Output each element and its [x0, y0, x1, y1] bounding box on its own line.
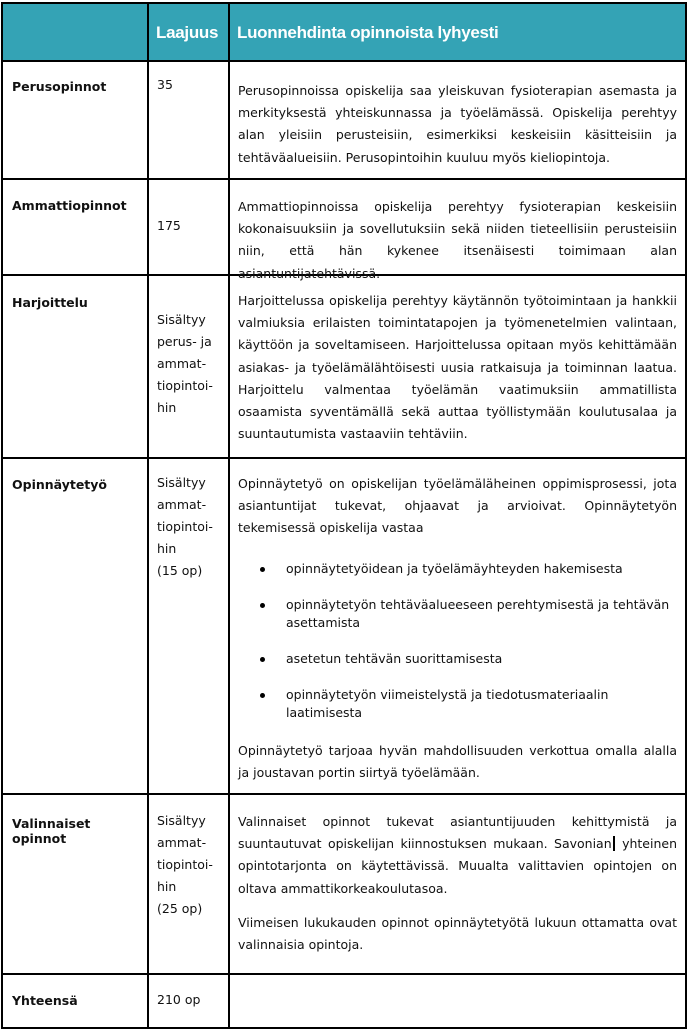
row-name-cell	[3, 459, 149, 793]
row-name: Yhteensä	[12, 993, 78, 1008]
bullet-icon	[260, 567, 265, 572]
row-name-cell	[3, 276, 149, 457]
study-structure-table	[1, 2, 687, 1029]
header-description-label: Luonnehdinta opinnoista lyhyesti	[237, 23, 499, 42]
row-description: Perusopinnoissa opiskelija saa yleiskuvan fysioterapian asemasta ja merkityksestä yhteiskunnassa ja työelämässä. Opiskelija perehtyy alan yleisiin perusteisiin, esimerkiksi keskeisiin käsitteisiin ja tehtäväalueisiin. Perusopintoihin kuuluu myös kieliopintoja.	[238, 83, 677, 165]
row-name-cell	[3, 795, 149, 973]
table-row	[1, 62, 687, 180]
row-credits: 175	[157, 218, 181, 233]
table-header	[1, 2, 687, 62]
row-name-cell	[3, 975, 149, 1027]
row-description-cell	[230, 975, 685, 1027]
row-credits: Sisältyy ammat- tiopintoi- hin (25 op)	[157, 813, 213, 916]
row-credits-cell	[149, 180, 230, 274]
row-credits-cell	[149, 62, 230, 178]
header-cell-scope	[149, 4, 230, 60]
electives-paragraph-2: Viimeisen lukukauden opinnot opinnäytetyötä lukuun ottamatta ovat valinnaisia opintoja.	[238, 914, 677, 953]
bullet-icon	[260, 693, 265, 698]
row-description	[230, 811, 685, 956]
row-description-cell	[230, 795, 685, 973]
table-row	[1, 180, 687, 281]
row-credits-cell	[149, 276, 230, 457]
row-name: Ammattiopinnot	[12, 198, 127, 213]
row-description-cell	[230, 180, 685, 281]
row-description: Ammattiopinnoissa opiskelija perehtyy fysioterapian keskeisiin kokonaisuuksiin ja sovellutuksiin sekä niiden tieteellisiin perusteisiin niin, että hän kykenee itsenäisesti toimimaan alan asiantuntijatehtävissä.	[238, 199, 677, 281]
row-name-cell	[3, 62, 149, 178]
thesis-responsibilities-list	[238, 560, 677, 722]
row-name-cell	[3, 180, 149, 274]
table-row-total	[1, 975, 687, 1029]
list-item: opinnäytetyöidean ja työelämäyhteyden hakemisesta	[238, 560, 677, 578]
text-cursor	[613, 836, 615, 851]
row-description-cell	[230, 459, 685, 793]
thesis-intro: Opinnäytetyö on opiskelijan työelämäläheinen oppimisprosessi, jota asiantuntijat tukevat, ohjaavat ja arvioivat. Opinnäytetyön tekemisessä opiskelija vastaa	[238, 476, 677, 536]
row-credits: 35	[157, 77, 173, 92]
list-item: opinnäytetyön tehtäväalueeseen perehtymisestä ja tehtävän asettamista	[238, 596, 677, 632]
header-scope-label: Laajuus	[156, 23, 219, 42]
row-credits: Sisältyy ammat- tiopintoi- hin (15 op)	[157, 475, 213, 578]
row-credits-cell	[149, 795, 230, 973]
header-cell-description	[230, 4, 685, 60]
thesis-outro: Opinnäytetyö tarjoaa hyvän mahdollisuuden verkottua omalla alalla ja joustavan portin siirtyä työelämään.	[238, 742, 677, 780]
row-credits: 210 op	[157, 992, 201, 1007]
row-description: Harjoittelussa opiskelija perehtyy käytännön työtoimintaan ja hankkii valmiuksia erilaisten toimintatapojen ja työmenetelmien valintaan, käyttöön ja soveltamiseen. Harjoittelussa opitaan myös kehittämään asiakas- ja työelämälähtöisesti uusia ratkaisuja ja toiminnan laatua. Harjoittelu valmentaa työelämän vaatimuksiin ammatillista osaamista syventämällä sekä auttaa työllistymään koulutusalaa ja suuntautumista vastaaviin tehtäviin.	[238, 293, 677, 442]
row-credits-cell	[149, 459, 230, 793]
table-row	[1, 795, 687, 975]
row-name: Opinnäytetyö	[12, 477, 108, 492]
row-description	[230, 473, 685, 784]
row-description-cell	[230, 62, 685, 178]
row-name: Harjoittelu	[12, 295, 88, 310]
row-name: Perusopinnot	[12, 79, 107, 94]
electives-paragraph-1[interactable]: Valinnaiset opinnot tukevat asiantuntijuuden kehittymistä ja suuntautuvat opiskelijan kiinnostuksen mukaan. Savonian yhteinen opintotarjonta on käytettävissä. Muualta valittavien opintojen on oltava ammattikorkeakoulutasoa.	[238, 814, 677, 896]
list-item: opinnäytetyön viimeistelystä ja tiedotusmateriaalin laatimisesta	[238, 686, 677, 722]
row-name: Valinnaiset opinnot	[12, 816, 91, 846]
row-credits: Sisältyy perus- ja ammat- tiopintoi- hin	[157, 312, 213, 415]
row-credits-cell	[149, 975, 230, 1027]
table-row	[1, 276, 687, 459]
table-row	[1, 459, 687, 795]
row-description-cell	[230, 276, 685, 457]
bullet-icon	[260, 603, 265, 608]
bullet-icon	[260, 657, 265, 662]
header-cell-empty	[3, 4, 149, 60]
list-item: asetetun tehtävän suorittamisesta	[238, 650, 677, 668]
